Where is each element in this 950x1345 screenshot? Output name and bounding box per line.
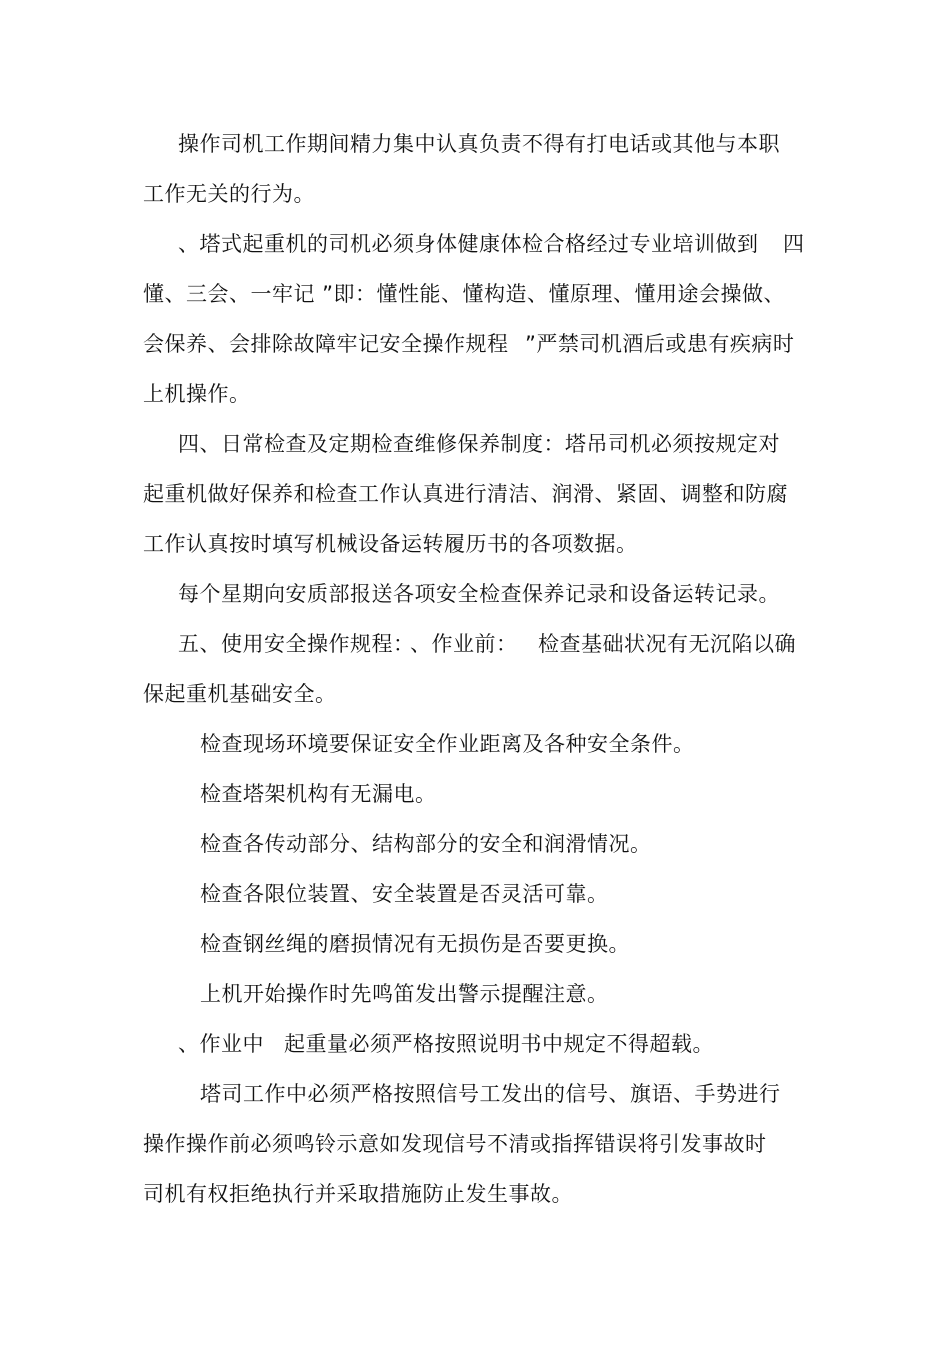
text-line: 、作业前： [410, 632, 518, 656]
text-line: 上机操作。 [143, 382, 251, 406]
text-line: 五、使用安全操作规程： [178, 632, 415, 656]
text-line: 检查钢丝绳的磨损情况有无损伤是否要更换。 [200, 932, 630, 956]
text-line: 司机有权拒绝执行并采取措施防止发生事故。 [143, 1182, 573, 1206]
text-line: 工作无关的行为。 [143, 182, 315, 206]
text-line: 工作认真按时填写机械设备运转履历书的各项数据。 [143, 532, 638, 556]
text-line: 检查基础状况有无沉陷以确 [538, 632, 796, 656]
text-line: 、作业中 [178, 1032, 264, 1056]
text-line: 四 [783, 232, 805, 256]
text-line: 操作操作前必须鸣铃示意如发现信号不清或指挥错误将引发事故时 [143, 1132, 767, 1156]
text-line: 四、日常检查及定期检查维修保养制度：塔吊司机必须按规定对 [178, 432, 780, 456]
text-line: 检查各限位装置、安全装置是否灵活可靠。 [200, 882, 609, 906]
text-line: 检查现场环境要保证安全作业距离及各种安全条件。 [200, 732, 695, 756]
text-line: 起重机做好保养和检查工作认真进行清洁、润滑、紧固、调整和防腐 [143, 482, 788, 506]
text-line: 会保养、会排除故障牢记安全操作规程 [143, 332, 509, 356]
text-line: 懂、三会、一牢记 ”即：懂性能、懂构造、懂原理、懂用途会操做、 [143, 282, 786, 306]
text-line: 上机开始操作时先鸣笛发出警示提醒注意。 [200, 982, 609, 1006]
text-line: ”严禁司机酒后或患有疾病时 [525, 332, 795, 356]
text-line: 塔司工作中必须严格按照信号工发出的信号、旗语、手势进行 [200, 1082, 781, 1106]
text-line: 保起重机基础安全。 [143, 682, 337, 706]
text-line: 检查塔架机构有无漏电。 [200, 782, 437, 806]
text-line: 、塔式起重机的司机必须身体健康体检合格经过专业培训做到 [178, 232, 759, 256]
text-line: 操作司机工作期间精力集中认真负责不得有打电话或其他与本职 [178, 132, 780, 156]
text-line: 检查各传动部分、结构部分的安全和润滑情况。 [200, 832, 652, 856]
text-line: 起重量必须严格按照说明书中规定不得超载。 [284, 1032, 714, 1056]
text-line: 每个星期向安质部报送各项安全检查保养记录和设备运转记录。 [178, 582, 780, 606]
